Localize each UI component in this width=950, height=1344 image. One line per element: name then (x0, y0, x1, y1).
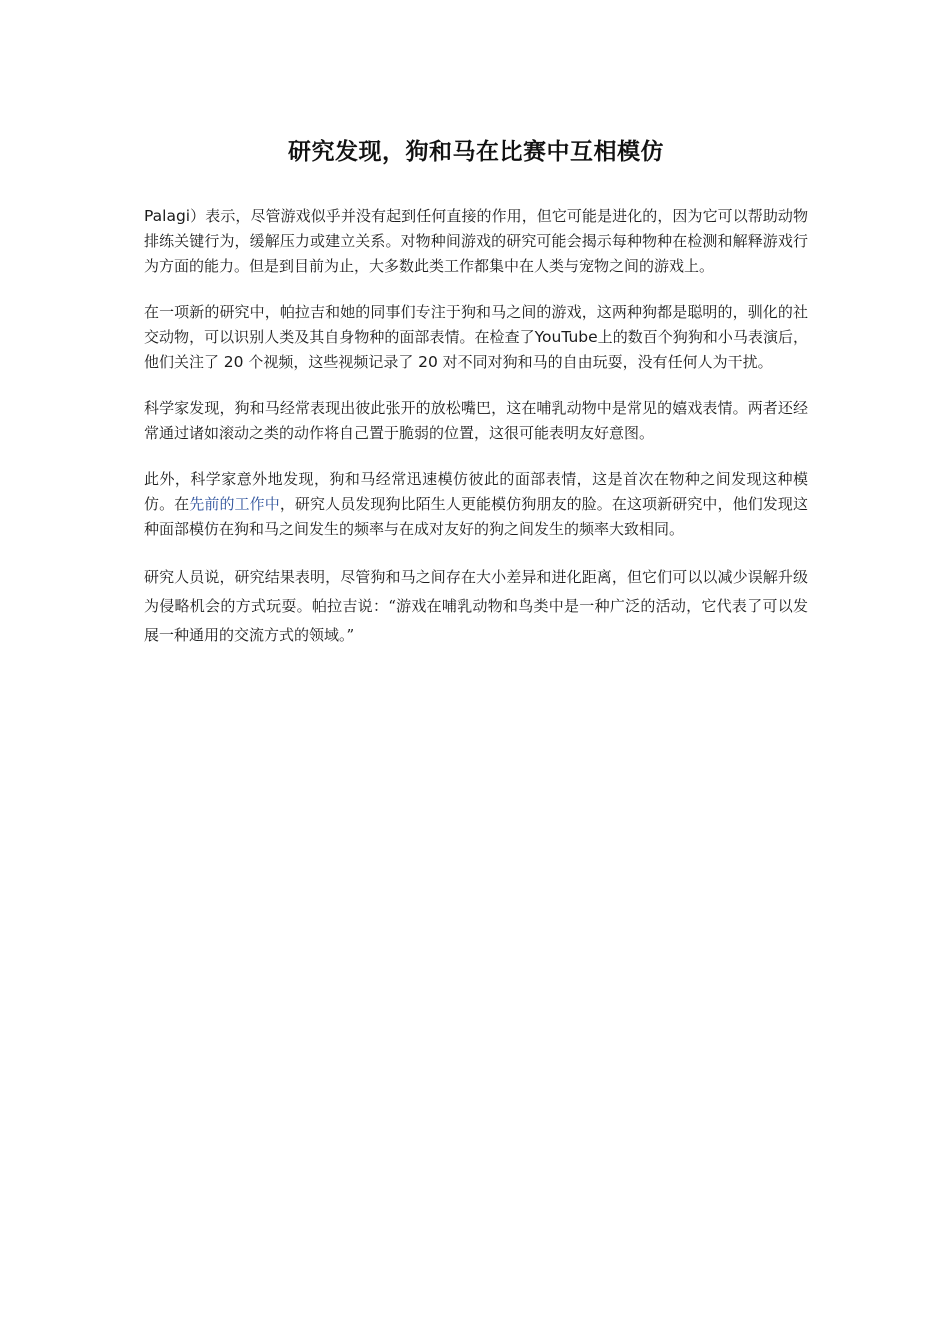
paragraph-1-text: ）表示，尽管游戏似乎并没有起到任何直接的作用，但它可能是进化的，因为它可以帮助动物排练关键行为，缓解压力或建立关系。对物种间游戏的研究可能会揭示每种物种在检测和解释游戏行为方面的能力。但是到目前为止，大多数此类工作都集中在人类与宠物之间的游戏上。 (144, 207, 808, 275)
paragraph-5-text: 研究人员说，研究结果表明，尽管狗和马之间存在大小差异和进化距离，但它们可以以减少误解升级为侵略机会的方式玩耍。帕拉吉说：“游戏在哺乳动物和鸟类中是一种广泛的活动，它代表了可以发展一种通用的交流方式的领域。” (144, 568, 808, 644)
pair-count: 20 (418, 353, 438, 371)
paragraph-2-middle-1: 上的数百个狗狗和小马表演后，他们关注了 (144, 328, 808, 371)
youtube-text: YouTube (534, 328, 598, 346)
video-count: 20 (223, 353, 244, 371)
paragraph-5 (144, 563, 808, 650)
previous-work-link[interactable]: 先前的工作中 (189, 495, 280, 513)
name-palagi: Palagi (144, 207, 191, 225)
paragraph-4-before: 此外，科学家意外地发现，狗和马经常迅速模仿彼此的面部表情，这是首次在物种之间发现这种模仿。在 (144, 470, 808, 513)
paragraph-4-after: ，研究人员发现狗比陌生人更能模仿狗朋友的脸。在这项新研究中，他们发现这种面部模仿在狗和马之间发生的频率与在成对友好的狗之间发生的频率大致相同。 (144, 495, 808, 538)
paragraph-2-after: 对不同对狗和马的自由玩耍，没有任何人为干扰。 (442, 353, 773, 371)
paragraph-3-text: 科学家发现，狗和马经常表现出彼此张开的放松嘴巴，这在哺乳动物中是常见的嬉戏表情。两者还经常通过诸如滚动之类的动作将自己置于脆弱的位置，这很可能表明友好意图。 (144, 399, 808, 442)
article-title: 研究发现，狗和马在比赛中互相模仿 (288, 138, 664, 165)
article (144, 132, 808, 671)
paragraph-2-before: 在一项新的研究中，帕拉吉和她的同事们专注于狗和马之间的游戏，这两种狗都是聪明的，驯化的社交动物，可以识别人类及其自身物种的面部表情。在检查了 (144, 303, 808, 346)
paragraph-4 (144, 467, 808, 542)
paragraph-2 (144, 300, 808, 375)
paragraph-2-middle-2: 个视频，这些视频记录了 (248, 353, 414, 371)
paragraph-3 (144, 396, 808, 446)
paragraph-1 (144, 204, 808, 279)
